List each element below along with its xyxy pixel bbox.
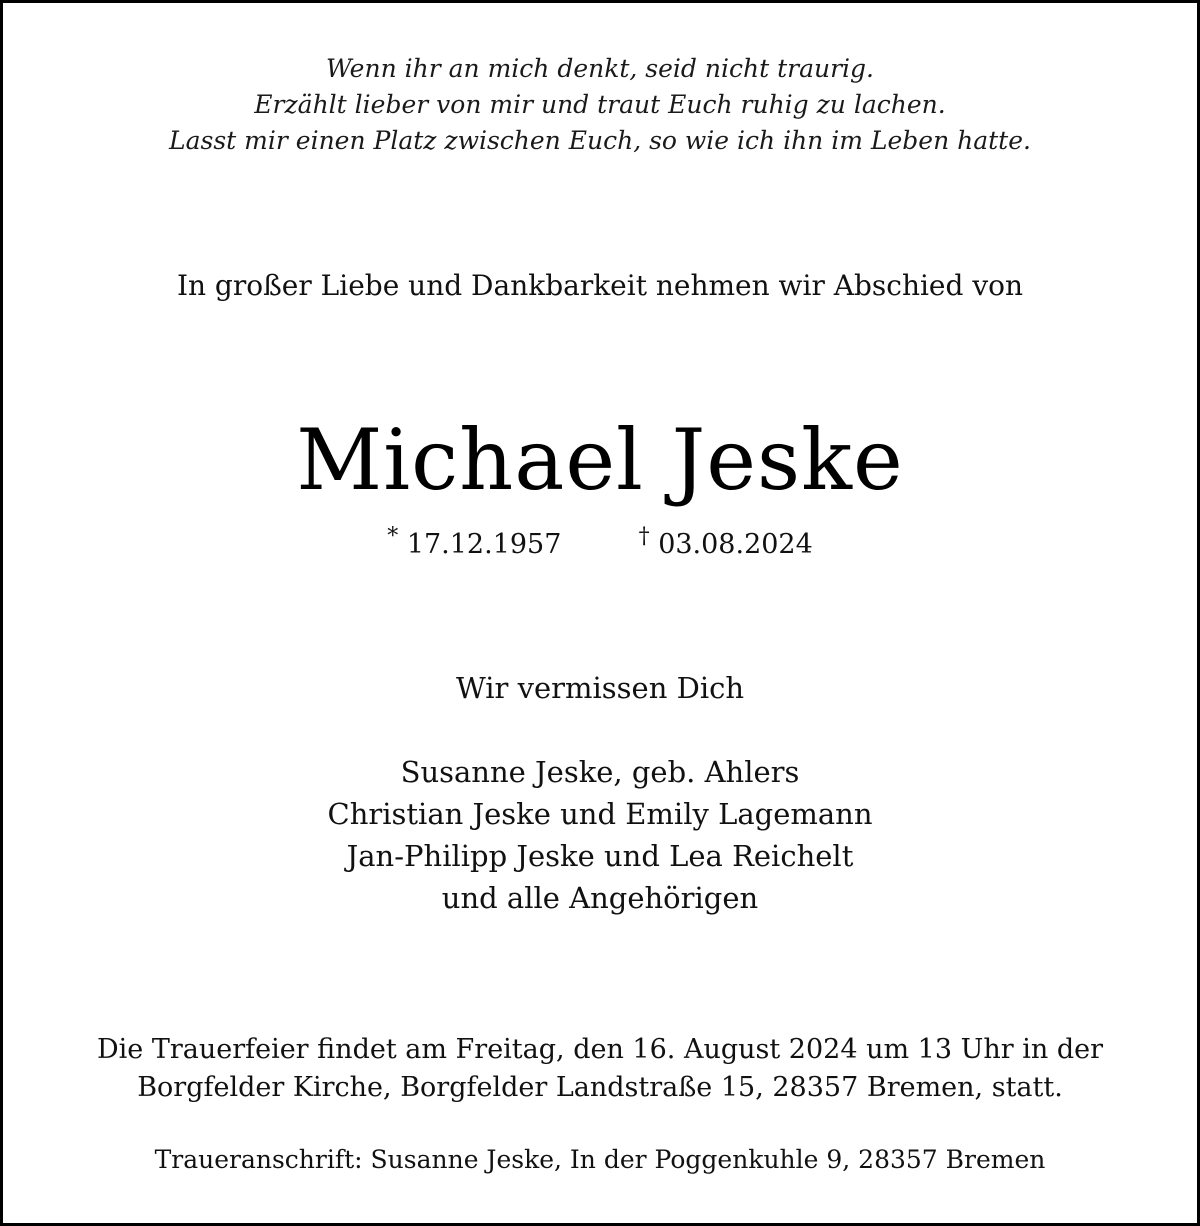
mourning-address: Traueranschrift: Susanne Jeske, In der Poggenkuhle 9, 28357 Bremen (154, 1145, 1046, 1174)
quote-line-2: Erzählt lieber von mir und traut Euch ruhig zu lachen. (254, 90, 946, 119)
quote-line-3: Lasst mir einen Platz zwischen Euch, so wie ich ihn im Leben hatte. (169, 126, 1031, 155)
ceremony-line-1: Die Trauerfeier findet am Freitag, den 16. August 2024 um 13 Uhr in der (96, 1034, 1104, 1065)
quote-line-1: Wenn ihr an mich denkt, seid nicht traurig. (326, 54, 874, 83)
intro-text: In großer Liebe und Dankbarkeit nehmen wir Abschied von (176, 269, 1024, 302)
death-date-value: 03.08.2024 (658, 529, 813, 560)
mourner-line-1: Susanne Jeske, geb. Ahlers (400, 755, 800, 789)
ceremony-line-2: Borgfelder Kirche, Borgfelder Landstraße 15, 28357 Bremen, statt. (137, 1072, 1063, 1103)
birth-date-value: 17.12.1957 (406, 529, 562, 560)
deceased-name: Michael Jeske (296, 411, 904, 509)
birth-date: * 17.12.1957 (387, 524, 562, 560)
death-date: † 03.08.2024 (638, 524, 813, 560)
miss-you-text: Wir vermissen Dich (455, 671, 745, 705)
mourner-line-2: Christian Jeske und Emily Lagemann (327, 797, 873, 831)
mourner-line-4: und alle Angehörigen (441, 881, 759, 915)
mourner-line-3: Jan-Philipp Jeske und Lea Reichelt (346, 839, 854, 873)
life-dates (3, 524, 1197, 560)
